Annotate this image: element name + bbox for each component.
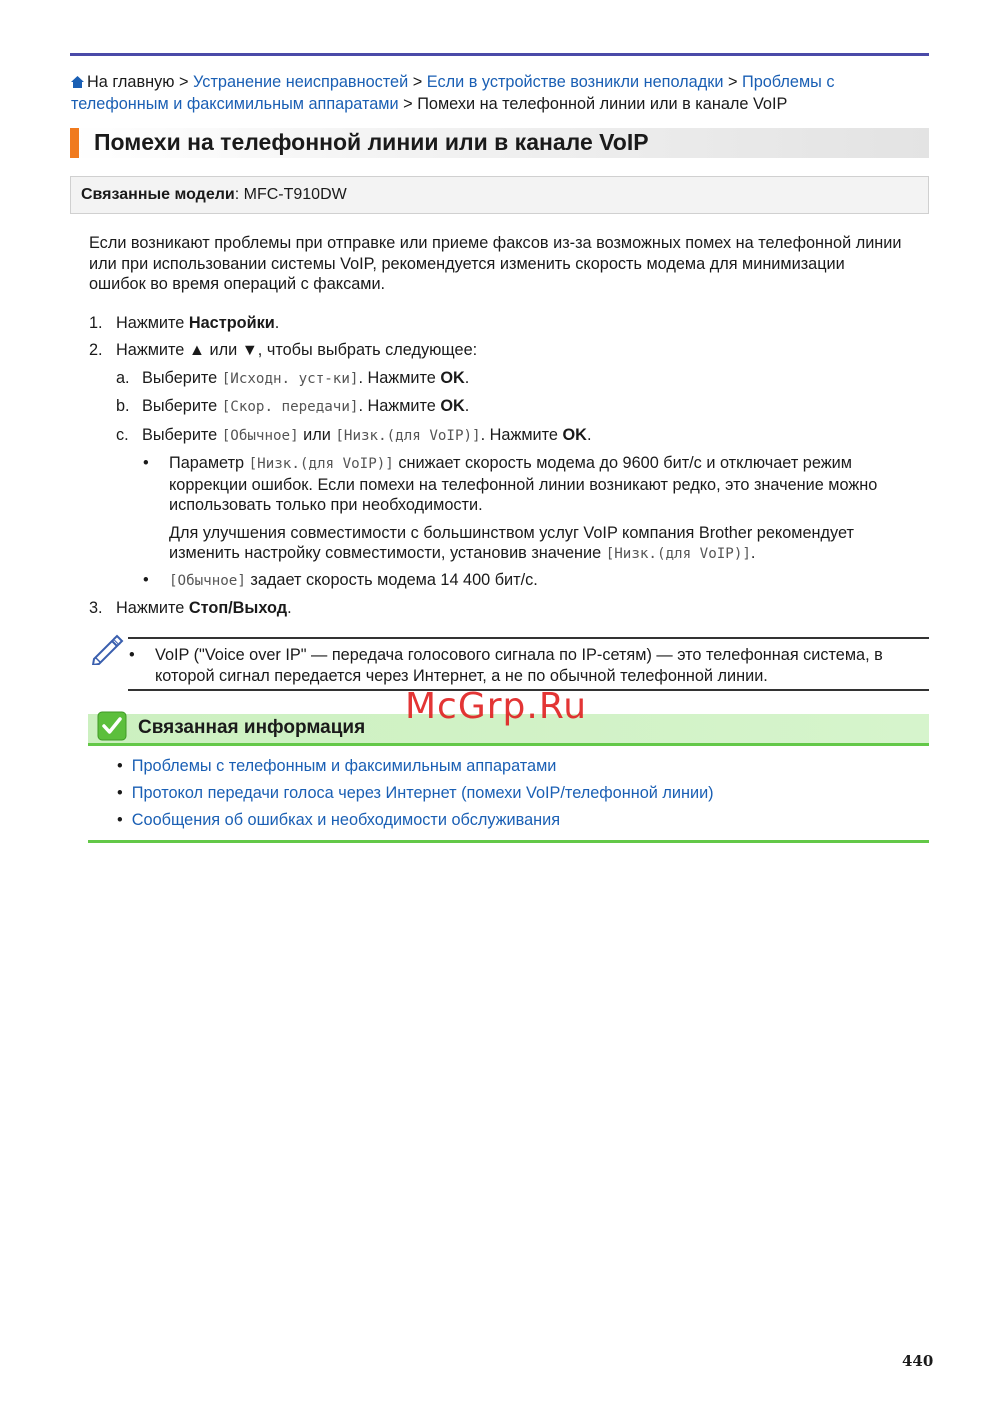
bullet-dot: • bbox=[143, 571, 149, 589]
related-info-title: Связанная информация bbox=[138, 717, 366, 738]
related-link-item bbox=[117, 757, 556, 776]
related-link-item bbox=[117, 784, 714, 803]
substep-c: Выберите [Обычное] или [Низк.(для VoIP)]. Нажмите OK. bbox=[142, 426, 592, 444]
models-label: Связанные модели bbox=[81, 186, 235, 203]
step-3: Нажмите Стоп/Выход. bbox=[116, 599, 292, 617]
page-title: Помехи на телефонной линии или в канале VoIP bbox=[94, 129, 649, 155]
breadcrumb-separator: > bbox=[403, 95, 413, 113]
checkmark-icon bbox=[97, 711, 127, 741]
intro-line: или при использовании системы VoIP, рекомендуется изменить скорость модема для минимизации bbox=[89, 254, 845, 273]
step-2: Нажмите ▲ или ▼, чтобы выбрать следующее: bbox=[116, 341, 478, 359]
breadcrumb-separator: > bbox=[412, 73, 423, 91]
bullet-dot: • bbox=[143, 454, 149, 472]
breadcrumb-current: Помехи на телефонной линии или в канале VoIP bbox=[417, 95, 788, 113]
step-1: Нажмите Настройки. bbox=[116, 314, 280, 332]
bullet-dot: • bbox=[117, 784, 123, 802]
note-top-rule bbox=[128, 637, 929, 639]
step-2-number: 2. bbox=[89, 341, 103, 359]
pencil-note-icon bbox=[90, 633, 124, 665]
related-models-box bbox=[70, 176, 929, 214]
breadcrumb-home[interactable]: На главную bbox=[87, 73, 175, 91]
step-1-number: 1. bbox=[89, 314, 103, 332]
related-bottom-rule bbox=[88, 840, 929, 843]
intro-paragraph bbox=[89, 233, 934, 295]
title-bar bbox=[70, 128, 929, 158]
page-number: 440 bbox=[902, 1352, 934, 1370]
related-info-underline bbox=[88, 743, 929, 746]
breadcrumb-link-phone-fax-problems[interactable]: Проблемы с телефонным и факсимильным аппаратами bbox=[71, 73, 835, 113]
bullet-dot: • bbox=[117, 811, 123, 829]
related-link-voip[interactable]: Протокол передачи голоса через Интернет (помехи VoIP/телефонной линии) bbox=[131, 784, 714, 802]
related-link-phone-fax[interactable]: Проблемы с телефонным и факсимильным аппаратами bbox=[131, 757, 557, 775]
breadcrumb-separator: > bbox=[179, 73, 189, 91]
substep-a: Выберите [Исходн. уст-ки]. Нажмите OK. bbox=[142, 369, 470, 387]
bullet-low-voip: Параметр [Низк.(для VoIP)] снижает скорость модема до 9600 бит/с и отключает режим коррекции ошибок. Если помехи на телефонной линии возникают редко, это значение можно использовать только при необходимости. Для улучшения совместимости с большинством услуг VoIP компания Brother рекомендует изменить настройку совместимости, установив значение [Низк.(для VoIP)]. bbox=[169, 454, 878, 562]
breadcrumb bbox=[71, 71, 929, 115]
top-rule bbox=[70, 53, 929, 56]
intro-line: ошибок во время операций с факсами. bbox=[89, 275, 386, 293]
home-icon[interactable] bbox=[71, 76, 84, 88]
title-accent bbox=[70, 128, 79, 158]
step-3-number: 3. bbox=[89, 599, 103, 617]
substep-b-letter: b. bbox=[116, 397, 130, 415]
related-link-item bbox=[117, 811, 560, 830]
breadcrumb-link-troubleshooting[interactable]: Устранение неисправностей bbox=[193, 73, 409, 91]
bullet-dot: • bbox=[117, 757, 123, 775]
related-link-error-messages[interactable]: Сообщения об ошибках и необходимости обслуживания bbox=[131, 811, 561, 829]
bullet-normal: [Обычное] задает скорость модема 14 400 бит/с. bbox=[169, 571, 538, 589]
breadcrumb-separator: > bbox=[727, 73, 738, 91]
breadcrumb-link-device-problems[interactable]: Если в устройстве возникли неполадки bbox=[426, 73, 724, 91]
watermark: McGrp.Ru bbox=[405, 686, 588, 727]
intro-line: Если возникают проблемы при отправке или приеме факсов из-за возможных помех на телефонной линии bbox=[89, 234, 902, 252]
substep-a-letter: a. bbox=[116, 369, 130, 387]
note-text: VoIP ("Voice over IP" — передача голосового сигнала по IP-сетям) — это телефонная система, в которой сигнал передается через Интернет, а не по обычной телефонной линии. bbox=[155, 646, 883, 685]
substep-c-letter: c. bbox=[116, 426, 129, 444]
models-value: : MFC-T910DW bbox=[234, 186, 347, 203]
bullet-dot: • bbox=[129, 646, 135, 664]
substep-b: Выберите [Скор. передачи]. Нажмите OK. bbox=[142, 397, 470, 415]
